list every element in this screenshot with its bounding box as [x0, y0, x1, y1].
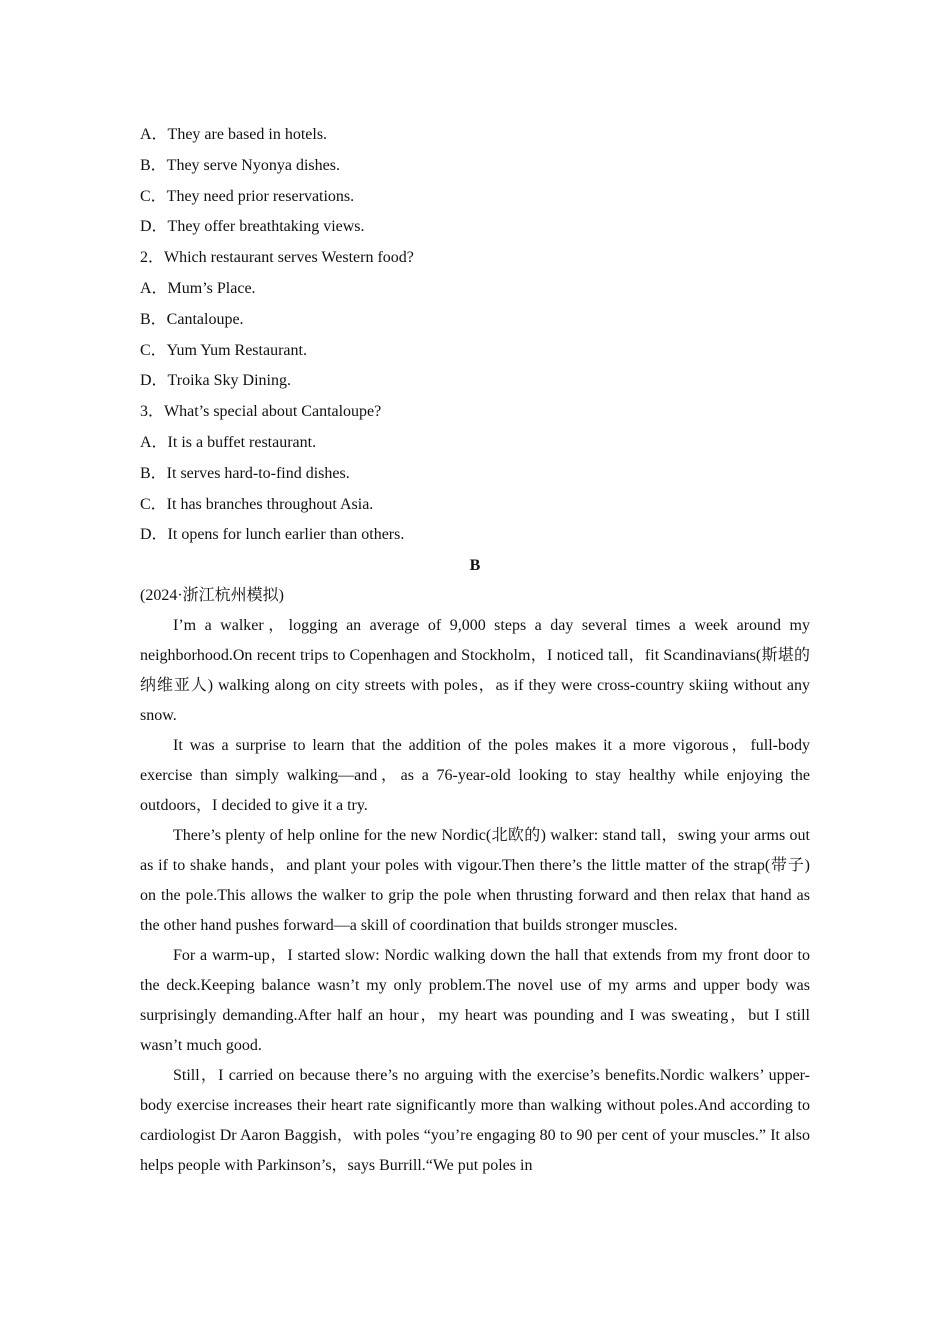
- question-2: 2．Which restaurant serves Western food?: [140, 249, 414, 267]
- passage-paragraph: It was a surprise to learn that the addition of the poles makes it a more vigorous，full-body exercise than simply walking—and，as a 76-year-old looking to stay healthy while enjoying the outdoors，I decided to give it a try.: [140, 737, 810, 815]
- question-3: 3．What’s special about Cantaloupe?: [140, 403, 382, 421]
- option-line: B．It serves hard-to-find dishes.: [140, 464, 350, 482]
- passage-paragraph: There’s plenty of help online for the new Nordic(北欧的) walker: stand tall，swing your arms out as if to shake hands，and plant your poles with vigour.Then there’s the little matter of the strap(带子) on the pole.This allows the walker to grip the pole when thrusting forward and then relax that hand as the other hand pushes forward—a skill of coordination that builds stronger muscles.: [140, 827, 810, 935]
- option-line: A．Mum’s Place.: [140, 279, 256, 297]
- option-line: D．They offer breathtaking views.: [140, 218, 365, 236]
- option-line: A．It is a buffet restaurant.: [140, 433, 317, 451]
- option-line: B．They serve Nyonya dishes.: [140, 156, 340, 174]
- option-line: C．They need prior reservations.: [140, 187, 355, 205]
- option-line: C．Yum Yum Restaurant.: [140, 341, 307, 359]
- option-line: A．They are based in hotels.: [140, 126, 328, 143]
- passage-paragraph: I’m a walker，logging an average of 9,000 steps a day several times a week around my neighborhood.On recent trips to Copenhagen and Stockholm，I noticed tall，fit Scandinavians(斯堪的纳维亚人) walking along on city streets with poles，as if they were cross-country skiing without any snow.: [140, 617, 810, 725]
- section-heading: B: [469, 557, 481, 575]
- source-note: (2024·浙江杭州模拟): [140, 587, 284, 605]
- passage-paragraph: For a warm-up，I started slow: Nordic walking down the hall that extends from my front door to the deck.Keeping balance wasn’t my only problem.The novel use of my arms and upper body was surprisingly demanding.After half an hour，my heart was pounding and I was sweating，but I still wasn’t much good.: [140, 947, 810, 1055]
- option-line: D．Troika Sky Dining.: [140, 372, 291, 390]
- option-line: C．It has branches throughout Asia.: [140, 495, 374, 513]
- option-line: D．It opens for lunch earlier than others.: [140, 526, 405, 544]
- option-line: B．Cantaloupe.: [140, 310, 244, 328]
- passage-paragraph: Still，I carried on because there’s no arguing with the exercise’s benefits.Nordic walkers’ upper-body exercise increases their heart rate significantly more than walking without poles.And according to cardiologist Dr Aaron Baggish，with poles “you’re engaging 80 to 90 per cent of your muscles.” It also helps people with Parkinson’s，says Burrill.“We put poles in: [140, 1067, 810, 1175]
- document-content: [140, 120, 810, 1181]
